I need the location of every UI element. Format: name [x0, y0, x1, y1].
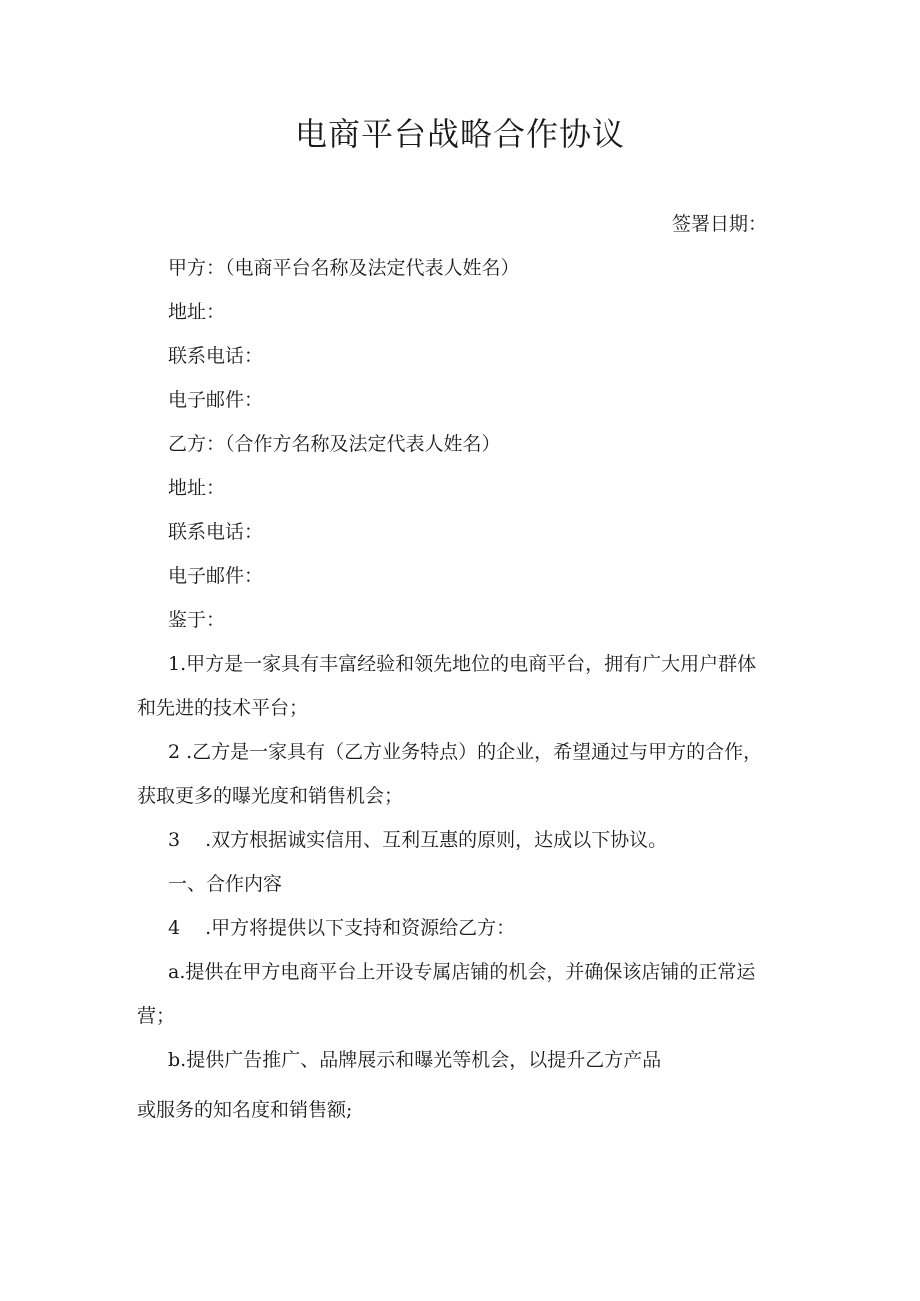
party-b-phone: 联系电话： — [168, 521, 264, 543]
clause-4a-line-1: a.提供在甲方电商平台上开设专属店铺的机会，并确保该店铺的正常运 — [168, 961, 756, 983]
recital-1-line-1: 1.甲方是一家具有丰富经验和领先地位的电商平台，拥有广大用户群体 — [168, 653, 757, 675]
clause-4b-line-2: 或服务的知名度和销售额; — [137, 1099, 353, 1121]
sign-date-label: 签署日期： — [672, 213, 768, 235]
party-a-email: 电子邮件： — [168, 389, 264, 411]
party-b-address: 地址： — [168, 477, 226, 499]
clause-4a-line-2: 营； — [137, 1005, 176, 1027]
clause-4: 4 .甲方将提供以下支持和资源给乙方： — [168, 917, 516, 939]
party-a-phone: 联系电话： — [168, 345, 264, 367]
party-a-address: 地址： — [168, 301, 226, 323]
whereas-label: 鉴于： — [168, 609, 226, 631]
party-a-name: 甲方：（电商平台名称及法定代表人姓名） — [168, 257, 520, 279]
party-b-email: 电子邮件： — [168, 565, 264, 587]
party-b-name: 乙方：（合作方名称及法定代表人姓名） — [168, 433, 501, 455]
clause-4b-line-1: b.提供广告推广、品牌展示和曝光等机会，以提升乙方产品 — [168, 1049, 662, 1071]
recital-2-line-2: 获取更多的曝光度和销售机会； — [137, 785, 404, 807]
recital-3: 3 .双方根据诚实信用、互利互惠的原则，达成以下协议。 — [168, 829, 668, 851]
document-title: 电商平台战略合作协议 — [294, 115, 625, 153]
recital-2-line-1: 2 .乙方是一家具有（乙方业务特点）的企业，希望通过与甲方的合作， — [168, 741, 763, 763]
recital-1-line-2: 和先进的技术平台； — [137, 697, 309, 719]
section-1-heading: 一、合作内容 — [168, 873, 283, 895]
